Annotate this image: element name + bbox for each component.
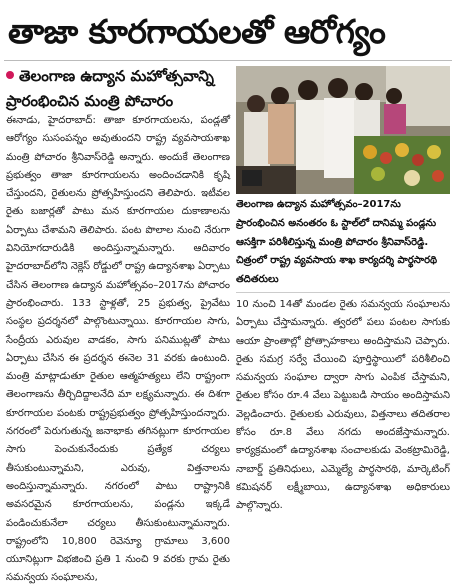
subheadline-line-2: ప్రారంభించిన మంత్రి పోచారం — [6, 92, 174, 110]
caption-divider — [236, 292, 450, 293]
headline: తాజా కూరగాయలతో ఆరోగ్యం — [8, 12, 386, 51]
article-column-1 — [6, 112, 230, 584]
news-photo — [236, 66, 450, 194]
headline-divider — [4, 60, 452, 61]
subheadline — [6, 64, 232, 114]
subheadline-line-1-text: తెలంగాణ ఉద్యాన మహోత్సవాన్ని — [19, 67, 214, 85]
article-body-1: ఈనాడు, హైదరాబాద్: తాజా కూరగాయలను, పండ్లతో ఆరోగ్యం సుసంపన్నం అవుతుందని రాష్ట్ర వ్యవసాయశాఖ మంత్రి పోచారం శ్రీనివాస్‌రెడ్డి అన్నారు. అందుకే తెలంగాణ ప్రభుత్వం తాజా కూరగాయలను అందించడానికి కృషి చేస్తుందని, రైతులను ప్రోత్సహిస్తుందని తెలిపారు. ఇటీవల రైతు బజార్లతో పాటు మన కూరగాయల దుకాణాలను ఏర్పాటు చేశామని తెలిపారు. పంట పొలాల నుంచి నేరుగా వినియోగదారుడికి అందిస్తున్నామన్నారు. ఆదివారం హైదరాబాద్‌లోని నెక్లెస్ రోడ్డులో రాష్ట్ర ఉద్యానశాఖ ఏర్పాటు చేసిన తెలంగాణ ఉద్యాన మహోత్సవం–2017ను పోచారం ప్రారంభించారు. 133 స్టాళ్లతో, 25 ప్రభుత్వ, ప్రైవేటు సంస్థల ప్రదర్శనలో పాల్గొంటున్నాయి. కూరగాయల సాగు, సేంద్రీయ ఎరువుల వాడకం, సాగు పనిముట్లతో పాటు ఏర్పాటు చేసిన ఈ ప్రదర్శన ఈనెల 31 వరకు ఉంటుంది. మంత్రి మాట్లాడుతూ రైతుల ఆత్మహత్యలు లేని రాష్ట్రంగా తెలంగాణను తీర్చిదిద్దాలనేది మా లక్ష్యమన్నారు. ఈ దిశగా కూరగాయల పంటకు రాష్ట్రప్రభుత్వం ప్రోత్సహిస్తుందన్నారు. నగరంలో పెరుగుతున్న జనాభాకు తగినట్లుగా కూరగాయల సాగు పెంచుకునేందుకు ప్రత్యేక చర్యలు తీసుకుంటున్నామని, ఎరువు, విత్తనాలను అందిస్తున్నామన్నారు. నగరంలో పాటు రాష్ట్రానికి అవసరమైన కూరగాయలను, పండ్లను ఇక్కడే పండించుకునేలా చర్యలు తీసుకుంటున్నామన్నారు. రాష్ట్రంలోని 10,800 రెవెన్యూ గ్రామాలు 3,600 యూనిట్లుగా విభజించి ప్రతి 1 నుంచి 9 వరకు గ్రామ రైతు సమన్వయ సంఘాలను, — [6, 115, 230, 584]
news-photo-image — [236, 66, 450, 194]
article-column-2 — [236, 296, 450, 512]
photo-caption: తెలంగాణ ఉద్యాన మహోత్సవం–2017ను ప్రారంభించిన అనంతరం ఓ స్టాల్‌లో దానిమ్మ పండ్లను ఆసక్తిగా పరిశీలిస్తున్న మంత్రి పోచారం శ్రీనివాస్‌రెడ్డి. చిత్రంలో రాష్ట్ర వ్యవసాయ శాఖ కార్యదర్శి పార్థసారథి తదితరులు — [236, 199, 438, 286]
subheadline-line-1 — [6, 64, 232, 89]
article-body-2: 10 నుంచి 14తో మండల రైతు సమన్వయ సంఘాలను ఏర్పాటు చేస్తామన్నారు. త్వరలో పలు పంటల సాగుకు ఆయా ప్రాంతాల్లో ప్రోత్సాహకాలు అందిస్తామని చెప్పారు. రైతు సమగ్ర సర్వే చేయించి పూర్తిస్థాయిలో పరిశీలించి సమన్వయ సంఘాల ద్వారా సాగు ఎంపిక చేస్తామని, రైతుల కోసం రూ.4 వేలు పెట్టుబడి సాయం అందిస్తామని వెల్లడించారు. రైతులకు ఎరువులు, విత్తనాలు తదితరాల కోసం రూ.8 వేలు నగదు అందజేస్తామన్నారు. కార్యక్రమంలో ఉద్యానశాఖ సంచాలకుడు వెంకట్రామిరెడ్డి, నాబార్డ్ ప్రతినిధులు, ఎమ్మెల్యే పార్థసారథి, మార్కెటింగ్ కమిషనర్ లక్ష్మీబాయి, ఉద్యానశాఖ అధికారులు పాల్గొన్నారు. — [236, 299, 450, 512]
bullet-icon — [6, 71, 14, 79]
